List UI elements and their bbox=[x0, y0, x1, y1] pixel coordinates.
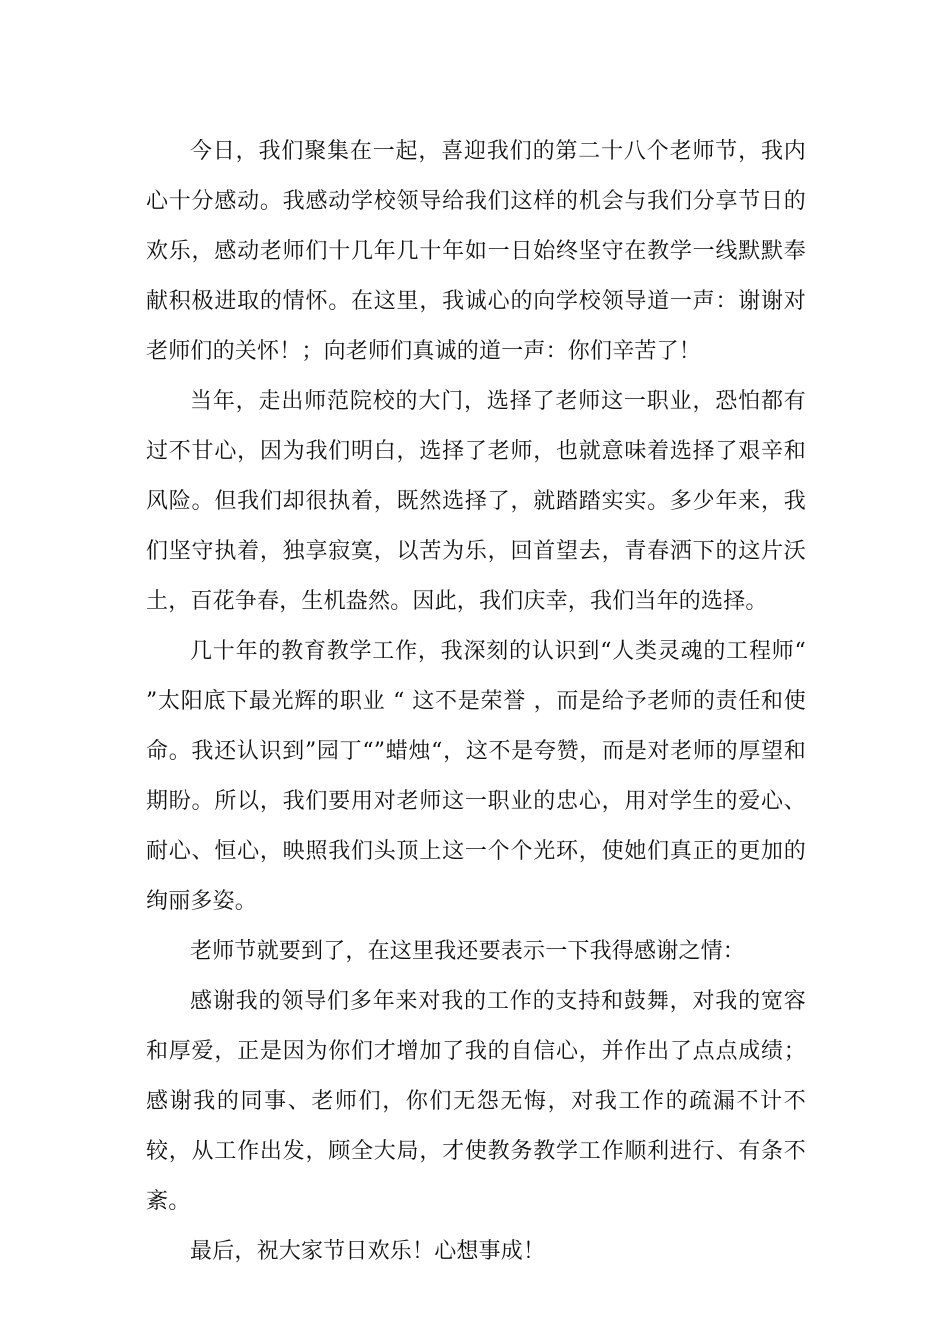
paragraph-closing: 最后，祝大家节日欢乐！心想事成！ bbox=[190, 1239, 546, 1264]
paragraph-thanks-intro: 老师节就要到了，在这里我还要表示一下我得感谢之情： bbox=[190, 939, 746, 964]
paragraph-thanks: 感谢我的领导们多年来对我的工作的支持和鼓舞，对我的宽容和厚爱，正是因为你们才增加了我的自信心，并作出了点点成绩；感谢我的同事、老师们，你们无怨无悔，对我工作的疏漏不计不较，从工作出发，顾全大局，才使教务教学工作顺利进行、有条不紊。 bbox=[146, 989, 806, 1214]
document-body bbox=[146, 127, 806, 1277]
paragraph-responsibility: 几十年的教育教学工作，我深刻的认识到“人类灵魂的工程师“ ”太阳底下最光辉的职业 “ 这不是荣誉 ，而是给予老师的责任和使命。我还认识到”园丁“”蜡烛“，这不是夸赞，而是对老师的厚望和期盼。所以，我们要用对老师这一职业的忠心，用对学生的爱心、耐心、恒心，映照我们头顶上这一个个光环，使她们真正的更加的绚丽多姿。 bbox=[146, 639, 806, 914]
paragraph-career-choice: 当年，走出师范院校的大门，选择了老师这一职业，恐怕都有过不甘心，因为我们明白，选择了老师，也就意味着选择了艰辛和风险。但我们却很执着，既然选择了，就踏踏实实。多少年来，我们坚守执着，独享寂寞，以苦为乐，回首望去，青春洒下的这片沃土，百花争春，生机盎然。因此，我们庆幸，我们当年的选择。 bbox=[146, 389, 806, 614]
paragraph-opening: 今日，我们聚集在一起，喜迎我们的第二十八个老师节，我内心十分感动。我感动学校领导给我们这样的机会与我们分享节日的欢乐，感动老师们十几年几十年如一日始终坚守在教学一线默默奉献积极进取的情怀。在这里，我诚心的向学校领导道一声：谢谢对老师们的关怀！；向老师们真诚的道一声：你们辛苦了！ bbox=[146, 139, 806, 364]
